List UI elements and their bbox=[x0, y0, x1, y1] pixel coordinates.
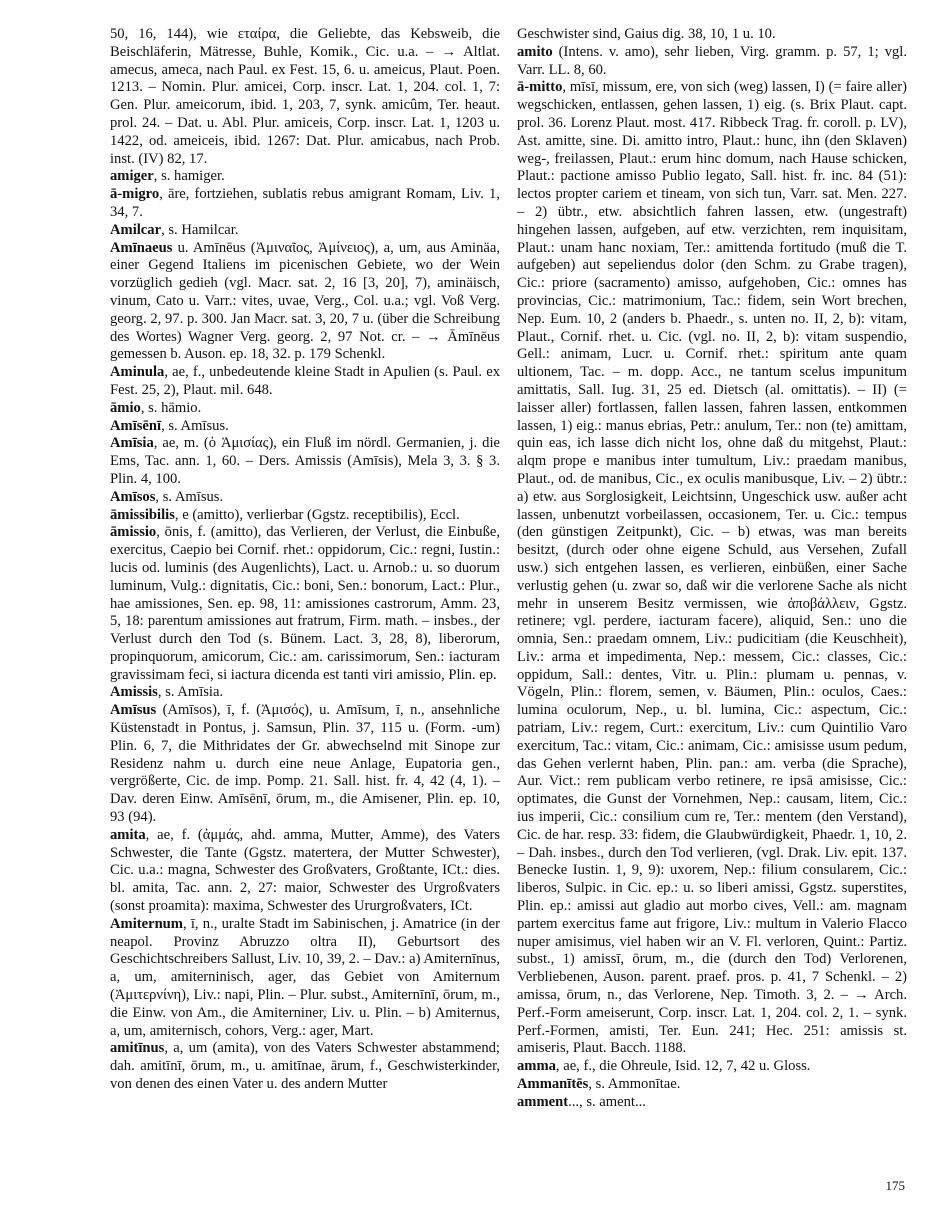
entry-headword: amitīnus bbox=[110, 1040, 165, 1057]
entry-text: , mīsī, missum, ere, von sich (weg) lassen, I) (= faire aller) wegschicken, entlassen, gehen lassen, 1) eig. (s. Brix Plaut. capt. prol. 36. Lorenz Plaut. most. 417. Ribbeck Trag. fr. coroll. p. LV), Ast. amitte, sine. Di. amitto intro, Plaut.: hunc, ihn (den Sklaven) weg-, freilassen, Plaut.: erum hinc domum, nach Hause schicken, Plaut.: pactione amisso Publio legato, Sall. hist. fr. inc. 84 (51): lectos propter cariem et tineam, von sich tun, Varr. sat. Men. 227. – 2) übtr., etw. absichtlich fahren lassen, etw. (ungestraft) hingehen lassen, aufgeben, auf etw. verzichten, rem inquisitam, Plaut.: unam hanc noxiam, Ter.: amittenda fortitudo (muß die T. aufgeben) aut sepeliendus dolor (den Schm. zu Grabe tragen), Cic.: priore (sacramento) amisso, aufgehoben, Cic.: omnes has provincias, Cic.: matrimonium, Tac.: fidem, sein Wort brechen, Nep. Eum. 10, 2 (anders b. Phaedr., s. unten no. II, 2, b): vitam, Plaut., Cornif. rhet. u. Cic. (vgl. no. II, 2, b): vitam suspendio, Gell.: animam, Lucr. u. Cornif. rhet.: spiritum ante quam ultionem, Tac. – m. dopp. Acc., ne tantum scelus impunitum amittatis, Sall. Iug. 31, 25 ed. Dietsch (al. omittatis). – II) (= laisser aller) fortlassen, fallen lassen, fahren lassen, entkommen lassen, 1) eig.: manus ebrias, Petr.: anulum, Ter.: non (te) amittam, quin eas, ich lasse dich nicht los, ohne daß du mitgehst, Plaut.: alqm prope e manibus inter tumultum, Liv.: praedam manibus, Plaut., od. de manibus, Cic., ex oculis manibusque, Liv. – 2) übtr.: a) etw. aus Sorglosigkeit, Leichtsinn, Ungeschick usw. außer acht lassen, unbenutzt vorbeilassen, occasionem, Ter. u. Cic.: tempus (den günstigen Zeitpunkt), Cic. – b) etwas, was man bereits besitzt, (durch oder ohne eigene Schuld, aus Versehen, Zufall usw.) sich entgehen lassen, es verlieren, einbüßen, einer Sache verlustig gehen (u. zwar so, daß wir die verlorene Sache als nicht mehr in unserem Besitz vermissen, wie ἀποβάλλειν, Ggstz. retinere; vgl. perdere, iacturam facere), aliquid, Sen.: uno die omnia, Sen.: praedam omnem, Liv.: pudicitiam (die Keuschheit), Liv.: arma et impedimenta, Nep.: messem, Cic.: classes, Cic.: oppidum, Sall.: dentes, Vitr. u. Plin.: plumam u. pennas, v. Vögeln, Plin.: florem, semen, v. Bäumen, Plin.: oculos, Caes.: lumina oculorum, Nep., u. bl. lumina, Cic.: aspectum, Cic.: patriam, Liv.: regem, Curt.: exercitum, Liv.: cum Quintilio Varo exercitum, Tac.: vitam, Cic.: animam, Cic.: amisisse usum pedum, das Gehen verlernt haben, Plin. pan.: am. verba (die Sprache), Aur. Vict.: rem publicam verbo retinere, re ipsā amisisse, Cic.: optimates, die Gunst der Vornehmen, Nep.: causam, litem, Cic.: ius imperii, Cic.: consilium cum re, Ter.: mentem (den Verstand), Cic. de har. resp. 33: fidem, die Glaubwürdigkeit, Phaedr. 1, 10, 2. – Dah. insbes., durch den Tod verlieren, (vgl. Drak. Liv. epit. 137. Benecke Iustin. 1, 9, 9): uxorem, Nep.: filium consularem, Cic.: liberos, Sulpic. in Cic. ep.: u. so liberi amissi, Ggstz. superstites, Plin. ep.: amissi aut gladio aut morbo cives, Vell.: am. magnam partem exercitus fame aut frigore, Liv.: multum in Valerio Flacco nuper amisimus, viel haben wir an V. Fl. verloren, Quint.: Partiz. subst., 1) amissī, ōrum, m., die (durch den Tod) Verlorenen, Verbliebenen, Auson. parent. praef. pros. p. 41, 7 Schenkl. – 2) amissa, ōrum, n., das Verlorene, Nep. Timoth. 3, 2. – → Arch. Perf.-Form ameiserunt, Corp. inscr. Lat. 1, 204. col. 2, 1. – synk. Perf.-Formen, amisti, Ter. Eun. 241; Hec. 251: amissis st. amiseris, Plaut. Bacch. 1188. bbox=[517, 79, 907, 1057]
entry-headword: Amilcar bbox=[110, 221, 162, 238]
dictionary-entry bbox=[110, 827, 500, 916]
entry-headword: āmissio bbox=[110, 524, 157, 541]
entry-headword: āmio bbox=[110, 399, 141, 416]
entry-headword: āmissibilis bbox=[110, 506, 175, 523]
entry-headword: Amīsia bbox=[110, 435, 154, 452]
entry-text: , āre, fortziehen, sublatis rebus amigrant Romam, Liv. 1, 34, 7. bbox=[110, 186, 500, 220]
entry-text: , ōnis, f. (amitto), das Verlieren, der Verlust, die Einbuße, exercitus, Caepio bei Cornif. rhet.: oppidorum, Cic.: regni, Iustin.: lucis od. luminis (des Augenlichts), Lact. u. Arnob.: u. so duorum luminum, Vulg.: dignitatis, Cic.: boni, Sen.: bonorum, Lact.: Plur., hae amissiones, Sen. ep. 98, 11: amissiones castrorum, Amm. 23, 5, 18: parentum amissiones aut fratrum, Firm. math. – insbes., der Verlust durch den Tod (s. Bünem. Lact. 3, 28, 8), liberorum, propinquorum, amicorum, Cic.: am. carissimorum, Sen.: iacturam gravissimam feci, si iactura dicenda est tanti viri amissio, Plin. ep. bbox=[110, 524, 500, 683]
entry-headword: Ammanītēs bbox=[517, 1076, 589, 1093]
dictionary-entry bbox=[110, 240, 500, 365]
entry-text: , s. Hamilcar. bbox=[161, 221, 239, 238]
entry-headword: Amiternum bbox=[110, 915, 183, 932]
entry-text: (Intens. v. amo), sehr lieben, Virg. gramm. p. 57, 1; vgl. Varr. LL. 8, 60. bbox=[517, 43, 907, 78]
entry-headword: ā-mitto bbox=[517, 79, 563, 96]
page-number: 175 bbox=[885, 1178, 905, 1193]
entry-headword: Amissis bbox=[110, 684, 158, 701]
entry-headword: amiger bbox=[110, 168, 154, 185]
dictionary-entry bbox=[110, 400, 500, 418]
dictionary-entry bbox=[517, 1076, 907, 1094]
entry-text: (Amīsos), ī, f. (Ἀμισός), u. Amīsum, ī, n., ansehnliche Küstenstadt in Pontus, j. Samsun, Plin. 37, 115 u. (Form. -um) Plin. 6, 7, die Mithridates der Gr. abwechselnd mit Sinope zur Residenz nahm u. durch eine neue Anlage, Eupatoria gen., vergrößerte, Cic. de imp. Pomp. 21. Sall. hist. fr. 4, 42 (4, 1). – Dav. deren Einw. Amīsēnī, ōrum, m., die Amisener, Plin. ep. 10, 93 (94). bbox=[110, 702, 500, 826]
entry-text: , a, um (amita), von des Vaters Schwester abstammend; dah. amitīnī, ōrum, m., u. amitīnae, ārum, f., Geschwisterkinder, von denen des einen Vater u. des andern Mutter bbox=[110, 1040, 500, 1093]
entry-text: , s. hamiger. bbox=[153, 168, 225, 185]
entry-text: , ī, n., uralte Stadt im Sabinischen, j. Amatrice (in der neapol. Provinz Abruzzo oltra II), Geburtsort des Geschichtschreibers Sallust, Liv. 10, 39, 2. – Dav.: a) Amiternīnus, a, um, amiterninisch, ager, das Gebiet von Amiternum (Ἀμιτερνίνη), Liv.: napi, Plin. – Plur. subst., Amiternīnī, ōrum, m., die Einw. von Am., die Amiterniner, Liv. u. Plin. – b) Amiternus, a, um, amiternisch, cohors, Verg.: ager, Mart. bbox=[110, 915, 500, 1039]
entry-headword: Amīsus bbox=[110, 702, 157, 719]
dictionary-entry bbox=[517, 1094, 907, 1112]
dictionary-entry bbox=[110, 222, 500, 240]
dictionary-entry bbox=[110, 489, 500, 507]
entry-headword: amment bbox=[517, 1093, 569, 1110]
dictionary-entry bbox=[110, 435, 500, 488]
entry-text: Geschwister sind, Gaius dig. 38, 10, 1 u. 10. bbox=[517, 26, 776, 42]
entry-text: , ae, f., unbedeutende kleine Stadt in Apulien (s. Paul. ex Fest. 25, 2), Plaut. mil. 648. bbox=[110, 364, 500, 398]
dictionary-entry bbox=[110, 684, 500, 702]
dictionary-entry bbox=[517, 44, 907, 80]
dictionary-entry bbox=[110, 702, 500, 827]
entry-text: , s. Amīsus. bbox=[161, 417, 229, 434]
dictionary-entry bbox=[110, 916, 500, 1041]
entry-text: , e (amitto), verlierbar (Ggstz. receptibilis), Eccl. bbox=[174, 506, 460, 523]
entry-text: u. Amīnēus (Ἀμιναῖος, Ἀμίνειος), a, um, aus Aminäa, einer Gegend Italiens im picenischen Gebiete, wo der Wein vorzüglich gedieh (vgl. Macr. sat. 2, 16 [3, 20], 7), aminäisch, vinum, Cato u. Varr.: vites, uvae, Verg., Col. u.a.; vgl. Voß Verg. georg. 2, 97. p. 300. Jan Macr. sat. 3, 20, 7 u. (über die Schreibung des Wortes) Wagner Verg. georg. 2, 97 Not. cr. – → Āmīnēus gemessen b. Auson. ep. 18, 32. p. 179 Schenkl. bbox=[110, 239, 500, 363]
dictionary-entry bbox=[110, 168, 500, 186]
entry-headword: Amīnaeus bbox=[110, 239, 173, 256]
entry-headword: Amīsos bbox=[110, 488, 156, 505]
entry-text: , s. hāmio. bbox=[140, 399, 202, 416]
dictionary-entry bbox=[110, 418, 500, 436]
dictionary-entry bbox=[110, 186, 500, 222]
dictionary-entry bbox=[517, 1058, 907, 1076]
entry-headword: amito bbox=[517, 43, 553, 60]
dictionary-entry bbox=[110, 26, 500, 168]
entry-text: , ae, f. (ἀμμάς, ahd. amma, Mutter, Amme), des Vaters Schwester, die Tante (Ggstz. matertera, der Mutter Schwester), Cic. u.a.: magna, Schwester des Großvaters, Großtante, ICt.: dies. bl. amita, Tac. ann. 2, 27: maior, Schwester des Urgroßvaters (sonst proamita): maxima, Schwester des Ururgroßvaters, ICt. bbox=[110, 826, 500, 915]
right-column bbox=[517, 26, 907, 1112]
entry-text: , ae, m. (ὁ Ἀμισίας), ein Fluß im nördl. Germanien, j. die Ems, Tac. ann. 1, 60. – Ders. Amissis (Amīsis), Mela 3, 3. § 3. Plin. 4, 100. bbox=[110, 435, 500, 487]
entry-text: , s. Amīsus. bbox=[155, 488, 224, 505]
entry-headword: Aminula bbox=[110, 364, 165, 381]
entry-text: , s. Amīsia. bbox=[157, 684, 224, 701]
dictionary-entry bbox=[110, 1040, 500, 1093]
entry-headword: amita bbox=[110, 826, 146, 843]
entry-text: , s. Ammonītae. bbox=[588, 1076, 681, 1093]
entry-headword: ā-migro bbox=[110, 186, 160, 203]
entry-headword: Amīsēnī bbox=[110, 417, 162, 434]
entry-text: , ae, f., die Ohreule, Isid. 12, 7, 42 u. Gloss. bbox=[555, 1058, 811, 1075]
dictionary-entry bbox=[110, 524, 500, 684]
dictionary-entry bbox=[110, 364, 500, 400]
entry-headword: amma bbox=[517, 1058, 556, 1075]
entry-text: ..., s. ament... bbox=[568, 1093, 646, 1110]
left-column bbox=[110, 26, 500, 1094]
dictionary-entry bbox=[517, 26, 907, 44]
dictionary-entry bbox=[110, 507, 500, 525]
entry-text: 50, 16, 144), wie εταίρα, die Geliebte, das Kebsweib, die Beischläferin, Mätresse, Buhle, Komik., Cic. u.a. – → Altlat. amecus, ameca, nach Paul. ex Fest. 15, 6. u. ameicus, Plaut. Poen. 1213. – Nomin. Plur. amicei, Corp. inscr. Lat. 1, 204. col. 1, 7: Gen. Plur. ameicorum, ibid. 1, 203, 7, synk. amicûm, Ter. heaut. prol. 24. – Dat. u. Abl. Plur. amiceis, Corp. inscr. Lat. 1, 1203 u. 1422, od. ameiceis, ibid. 1267: Dat. Plur. amicabus, nach Prob. inst. (IV) 82, 17. bbox=[110, 26, 500, 167]
dictionary-entry bbox=[517, 79, 907, 1058]
